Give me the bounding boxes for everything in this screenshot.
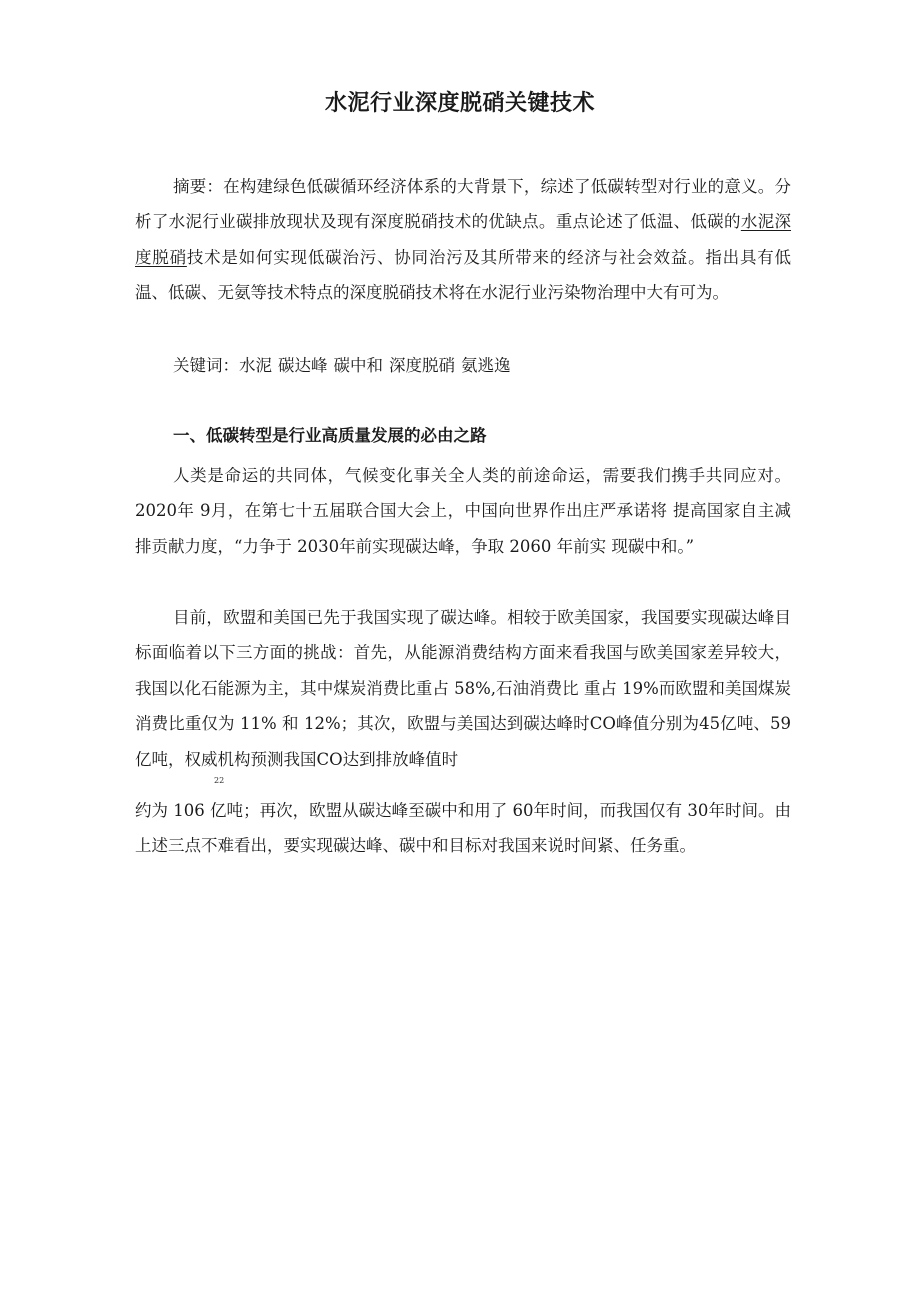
subscript-note: 22	[214, 776, 225, 785]
keywords-label: 关键词：	[173, 356, 239, 375]
section-paragraph-2-continued: 约为 106 亿吨；再次，欧盟从碳达峰至碳中和用了 60年时间，而我国仅有 30年时间。由上述三点不难看出，要实现碳达峰、碳中和目标对我国来说时间紧、任务重。	[135, 801, 791, 856]
section-paragraph-2: 目前，欧盟和美国已先于我国实现了碳达峰。相较于欧美国家，我国要实现碳达峰目标面临着以下三方面的挑战：首先，从能源消费结构方面来看我国与欧美国家差异较大，我国以化石能源为主，其中煤炭消费比重占 58%,石油消费比 重占 19%而欧盟和美国煤炭消费比重仅为 11% 和 12%；其次，欧盟与美国达到碳达峰时CO峰值分别为45亿吨、59亿吨，权威机构预测我国CO达到排放峰值时	[135, 608, 791, 769]
keyword-item: 氨逃逸	[461, 356, 511, 375]
abstract-prefix: 摘要：在构建绿色低碳循环经济体系的大背景下，综述了低碳转型对行业的意义。分析了水泥行业碳排放现状及现有深度脱硝技术的优缺点。重点论述了低温、低碳的	[135, 177, 791, 232]
section-heading: 一、低碳转型是行业高质量发展的必由之路	[173, 426, 487, 445]
keyword-item: 碳达峰	[278, 356, 328, 375]
document-title: 水泥行业深度脱硝关键技术	[324, 91, 595, 116]
abstract-paragraph	[135, 169, 791, 311]
keyword-item: 深度脱硝	[389, 356, 455, 375]
keyword-item: 水泥	[239, 356, 272, 375]
keyword-item: 碳中和	[333, 356, 383, 375]
abstract-suffix: 技术是如何实现低碳治污、协同治污及其所带来的经济与社会效益。指出具有低温、低碳、无氨等技术特点的深度脱硝技术将在水泥行业污染物治理中大有可为。	[135, 247, 792, 303]
section-paragraph-1: 人类是命运的共同体，气候变化事关全人类的前途命运，需要我们携手共同应对。2020年 9月，在第七十五届联合国大会上，中国向世界作出庄严承诺将 提高国家自主减排贡献力度，“力争于 2030年前实现碳达峰，争取 2060 年前实 现碳中和。”	[135, 466, 791, 556]
keywords-list	[239, 356, 517, 375]
abstract-link[interactable]: 水泥深度脱硝	[135, 212, 792, 267]
keywords-line	[135, 348, 791, 383]
